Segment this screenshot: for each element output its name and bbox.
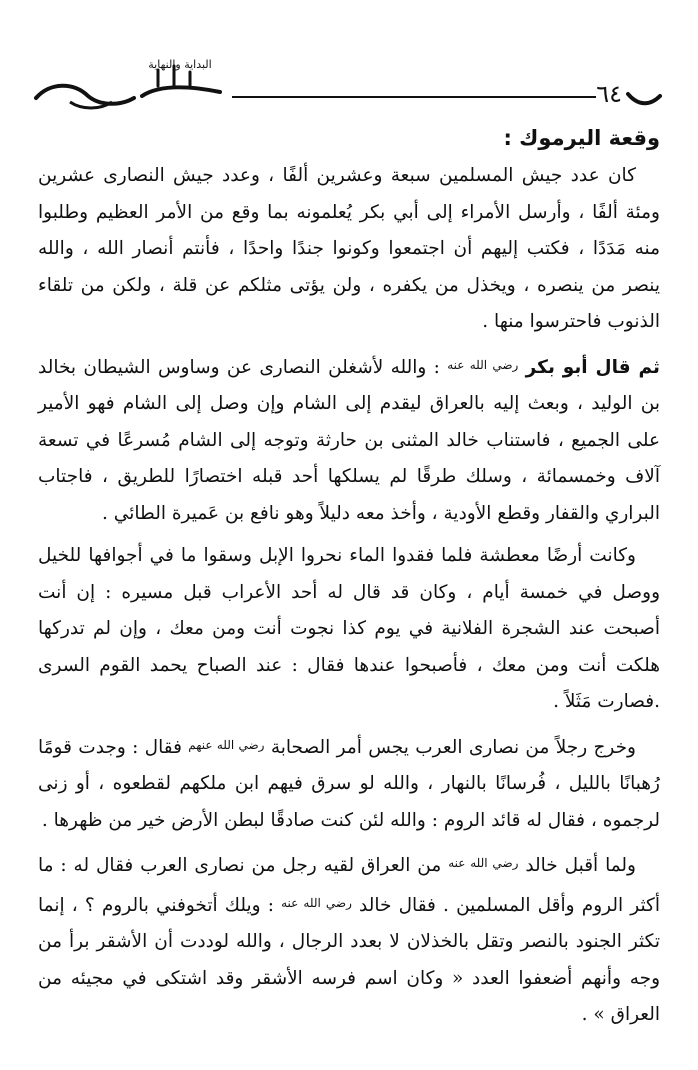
paragraph bbox=[38, 347, 660, 533]
header-ornament bbox=[626, 86, 662, 108]
paragraph-text: ولما أقبل خالد bbox=[525, 855, 636, 876]
book-title-text: البداية والنهاية bbox=[148, 58, 212, 71]
paragraph: كان عدد جيش المسلمين سبعة وعشرين ألفًا ، وعدد جيش النصارى عشرين ومئة ألفًا ، وأرسل الأمراء إلى أبي بكر يُعلمونه بما وقع من الأمر العظيم وطلبوا منه مَدَدًا ، فكتب إليهم أن اجتمعوا وكونوا جندًا واحدًا ، فأنتم أنصار الله ، والله ينصر من ينصره ، ويخذل من يكفره ، ولن يؤتى مثلكم عن قلة ، ولكن من تلقاء الذنوب فاحترسوا منها . bbox=[38, 165, 660, 332]
honorific-mark: رضي الله عنهم bbox=[188, 737, 265, 752]
page-number: ٦٤ bbox=[596, 80, 622, 108]
page-content bbox=[38, 118, 660, 1040]
paragraph-text: : والله لأشغلن النصارى عن وساوس الشيطان بخالد بن الوليد ، وبعث إليه بالعراق ليقدم إلى الشام وإن وصل إلى الشام فهو الأمير على الجميع ، فاستناب خالد المثنى بن حارثة وتوجه إلى الشام مُسرعًا في تسعة آلاف وخمسمائة ، وسلك طرقًا لم يسلكها أحد قبله اختصارًا للطريق ، فاجتاب البراري والقفار وقطع الأودية ، وأخذ معه دليلاً وهو نافع بن عَميرة الطائي . bbox=[38, 356, 660, 524]
paragraph-text: من العراق لقيه رجل من نصارى العرب فقال له : ما أكثر الروم وأقل المسلمين . فقال خالد bbox=[38, 855, 660, 916]
paragraph bbox=[38, 727, 660, 840]
honorific-mark: رضي الله عنه bbox=[281, 895, 352, 910]
header-rule bbox=[232, 96, 596, 98]
page-header bbox=[22, 56, 662, 120]
paragraph-lead: ثم قال أبو بكر bbox=[525, 356, 660, 378]
honorific-mark: رضي الله عنه bbox=[448, 856, 519, 870]
section-heading: وقعة اليرموك : bbox=[503, 126, 660, 150]
honorific-mark: رضي الله عنه bbox=[447, 357, 519, 372]
paragraph bbox=[38, 845, 660, 1034]
paragraph-text: وخرج رجلاً من نصارى العرب يجس أمر الصحابة bbox=[270, 736, 636, 758]
paragraph-text: : ويلك أتخوفني بالروم ؟ ، إنما تكثر الجنود بالنصر وتقل بالخذلان لا بعدد الرجال ، والله لوددت أن الأشقر برأ من وجه وأنهم أضعفوا العدد « وكان اسم فرسه الأشقر وقد اشتكى في مجيئه من العراق » . bbox=[38, 894, 660, 1025]
paragraph-text: فقال : وجدت قومًا رُهبانًا بالليل ، فُرسانًا بالنهار ، والله لو سرق فيهم ابن ملكهم لقطعوه ، أو زنى لرجموه ، فقال له قائد الروم : والله لئن كنت صادقًا لبطن الأرض خير من ظهرها . bbox=[38, 736, 660, 831]
paragraph: وكانت أرضًا معطشة فلما فقدوا الماء نحروا الإبل وسقوا ما في أجوافها للخيل ووصل في خمسة أيام ، وكان قد قال له أحد الأعراب قبل مسيره : إن أنت أصبحت عند الشجرة الفلانية في يوم كذا نجوت أنت ومن معك ، وإن لم تدركها هلكت أنت ومن معك ، فأصبحوا عندها فقال : عند الصباح يحمد القوم السرى .فصارت مَثَلاً . bbox=[38, 545, 660, 712]
book-title-logo bbox=[30, 56, 230, 116]
